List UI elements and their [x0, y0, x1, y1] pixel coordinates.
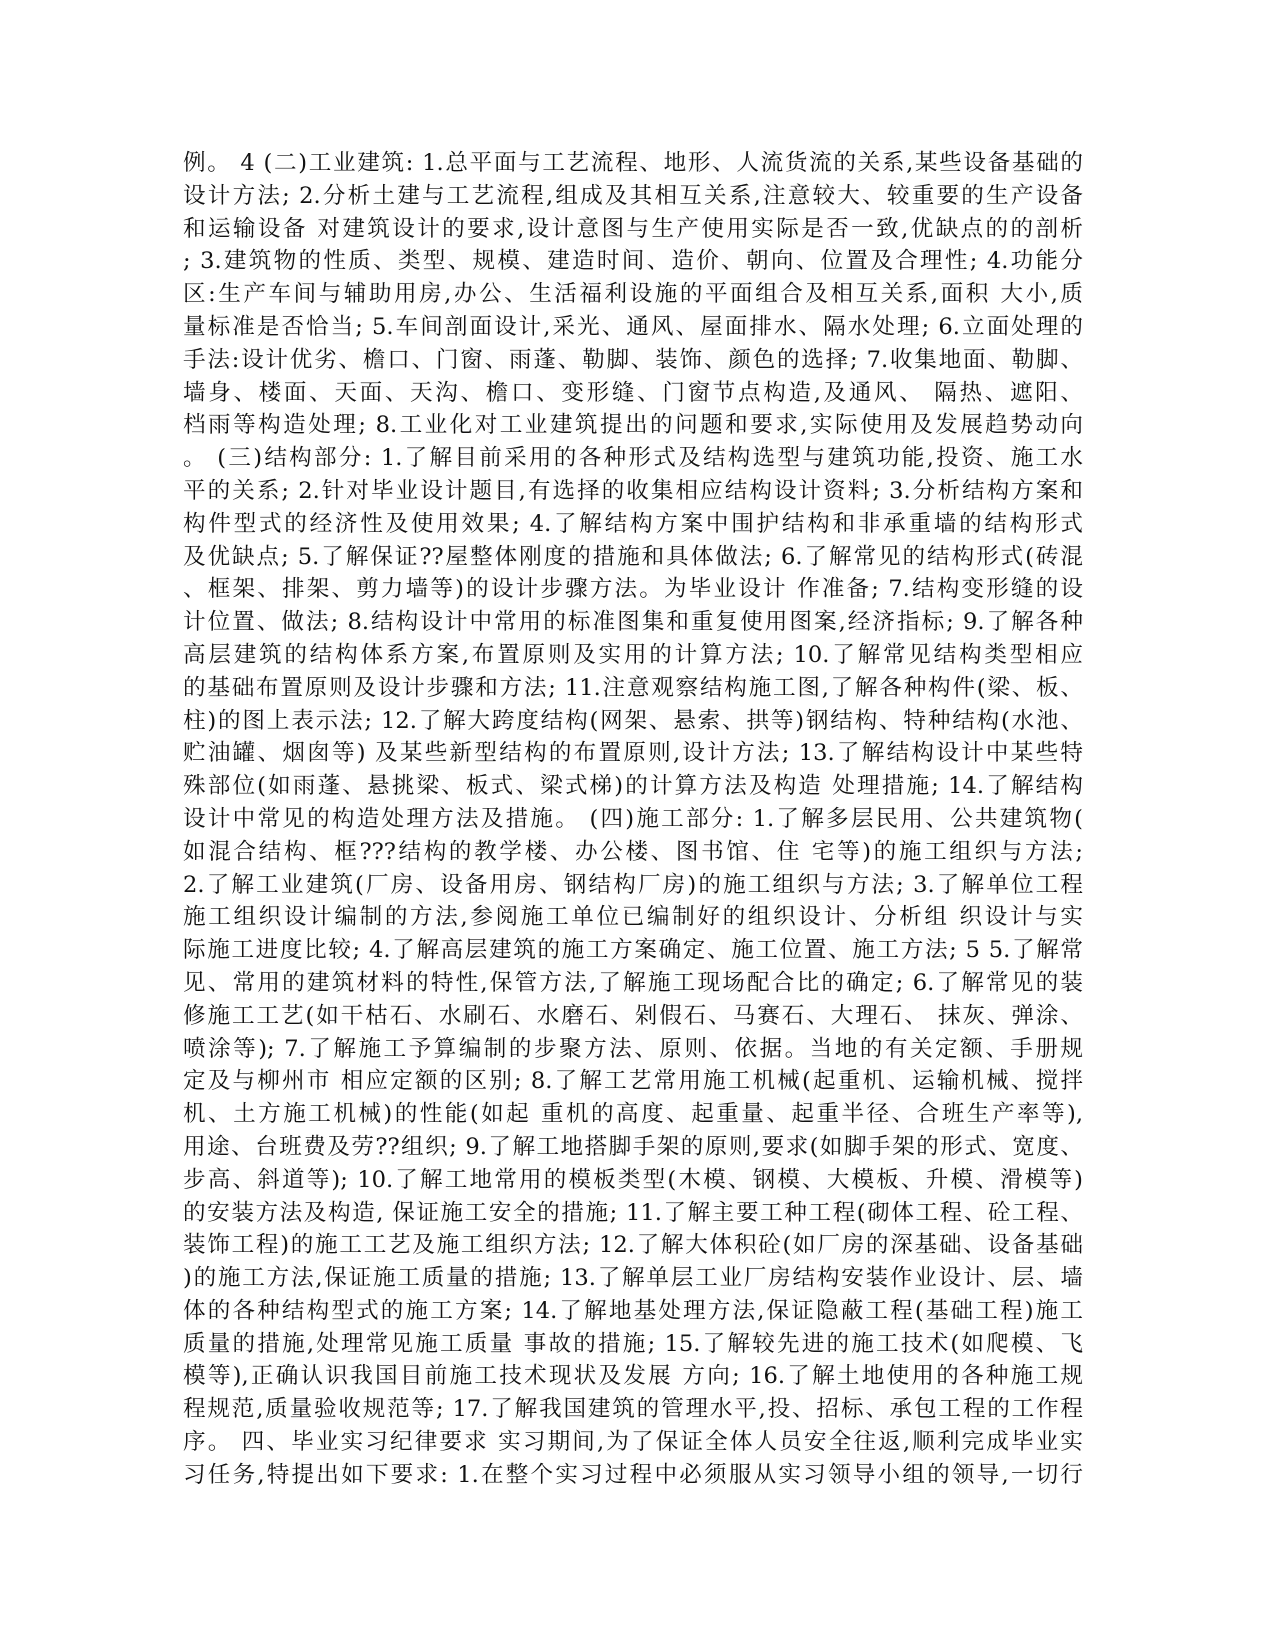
- text-line: 的安装方法及构造, 保证施工安全的措施; 11.了解主要工种工程(砌体工程、砼工程、: [183, 1199, 1083, 1226]
- text-line: 的基础布置原则及设计步骤和方法; 11.注意观察结构施工图,了解各种构件(梁、板、: [183, 674, 1083, 701]
- text-line: 、框架、排架、剪力墙等)的设计步骤方法。为毕业设计 作准备; 7.结构变形缝的设: [183, 576, 1083, 603]
- text-line: 装饰工程)的施工工艺及施工组织方法; 12.了解大体积砼(如厂房的深基础、设备基础: [183, 1232, 1083, 1259]
- text-line: 殊部位(如雨蓬、悬挑梁、板式、梁式梯)的计算方法及构造 处理措施; 14.了解结构: [183, 773, 1083, 800]
- text-line: 柱)的图上表示法; 12.了解大跨度结构(网架、悬索、拱等)钢结构、特种结构(水池、: [183, 707, 1083, 734]
- body-text: [183, 147, 1083, 1492]
- text-line: 如混合结构、框???结构的教学楼、办公楼、图书馆、住 宅等)的施工组织与方法;: [183, 838, 1083, 865]
- text-line: 体的各种结构型式的施工方案; 14.了解地基处理方法,保证隐蔽工程(基础工程)施工: [183, 1297, 1083, 1324]
- text-line: 贮油罐、烟囱等) 及某些新型结构的布置原则,设计方法; 13.了解结构设计中某些特: [183, 740, 1083, 767]
- text-line: 墙身、楼面、天面、天沟、檐口、变形缝、门窗节点构造,及通风、 隔热、遮阳、: [183, 379, 1083, 406]
- text-line: 定及与柳州市 相应定额的区别; 8.了解工艺常用施工机械(起重机、运输机械、搅拌: [183, 1068, 1083, 1095]
- text-line: 及优缺点; 5.了解保证??屋整体刚度的措施和具体做法; 6.了解常见的结构形式(砖混: [183, 543, 1083, 570]
- text-line: 机、土方施工机械)的性能(如起 重机的高度、起重量、起重半径、合班生产率等),: [183, 1101, 1083, 1128]
- text-line: 区:生产车间与辅助用房,办公、生活福利设施的平面组合及相互关系,面积 大小,质: [183, 281, 1083, 308]
- text-line: 构件型式的经济性及使用效果; 4.了解结构方案中围护结构和非承重墙的结构形式: [183, 510, 1083, 537]
- text-line: 设计中常见的构造处理方法及措施。 (四)施工部分: 1.了解多层民用、公共建筑物(: [183, 805, 1083, 832]
- text-line: 例。 4 (二)工业建筑: 1.总平面与工艺流程、地形、人流货流的关系,某些设备基础的: [183, 150, 1083, 176]
- text-line: 量标准是否恰当; 5.车间剖面设计,采光、通风、屋面排水、隔水处理; 6.立面处理的: [183, 313, 1083, 340]
- text-line: 步高、斜道等); 10.了解工地常用的模板类型(木模、钢模、大模板、升模、滑模等): [183, 1166, 1083, 1193]
- text-line: 。 (三)结构部分: 1.了解目前采用的各种形式及结构选型与建筑功能,投资、施工水: [183, 445, 1083, 472]
- text-line: 用途、台班费及劳??组织; 9.了解工地搭脚手架的原则,要求(如脚手架的形式、宽度、: [183, 1133, 1083, 1160]
- text-line: 施工组织设计编制的方法,参阅施工单位已编制好的组织设计、分析组 织设计与实: [183, 904, 1083, 931]
- text-line: 档雨等构造处理; 8.工业化对工业建筑提出的问题和要求,实际使用及发展趋势动向: [183, 412, 1083, 439]
- text-line: 2.了解工业建筑(厂房、设备用房、钢结构厂房)的施工组织与方法; 3.了解单位工程: [183, 871, 1083, 898]
- text-line: 习任务,特提出如下要求: 1.在整个实习过程中必须服从实习领导小组的领导,一切行: [183, 1461, 1083, 1488]
- text-line: 手法:设计优劣、檐口、门窗、雨蓬、勒脚、装饰、颜色的选择; 7.收集地面、勒脚、: [183, 346, 1083, 373]
- text-line: 设计方法; 2.分析土建与工艺流程,组成及其相互关系,注意较大、较重要的生产设备: [183, 182, 1083, 209]
- text-line: 和运输设备 对建筑设计的要求,设计意图与生产使用实际是否一致,优缺点的的剖析: [183, 215, 1083, 242]
- text-line: 高层建筑的结构体系方案,布置原则及实用的计算方法; 10.了解常见结构类型相应: [183, 641, 1083, 668]
- text-line: 喷涂等); 7.了解施工予算编制的步聚方法、原则、依据。当地的有关定额、手册规: [183, 1035, 1083, 1062]
- text-line: )的施工方法,保证施工质量的措施; 13.了解单层工业厂房结构安装作业设计、层、墙: [183, 1265, 1083, 1292]
- text-line: ; 3.建筑物的性质、类型、规模、建造时间、造价、朝向、位置及合理性; 4.功能分: [183, 248, 1083, 275]
- text-line: 修施工工艺(如干枯石、水刷石、水磨石、剁假石、马赛石、大理石、 抹灰、弹涂、: [183, 1002, 1083, 1029]
- text-line: 见、常用的建筑材料的特性,保管方法,了解施工现场配合比的确定; 6.了解常见的装: [183, 969, 1083, 996]
- text-line: 序。 四、毕业实习纪律要求 实习期间,为了保证全体人员安全往返,顺利完成毕业实: [183, 1429, 1083, 1456]
- text-line: 际施工进度比较; 4.了解高层建筑的施工方案确定、施工位置、施工方法; 5 5.了解常: [183, 937, 1083, 964]
- text-line: 模等),正确认识我国目前施工技术现状及发展 方向; 16.了解土地使用的各种施工规: [183, 1363, 1083, 1390]
- text-line: 计位置、做法; 8.结构设计中常用的标准图集和重复使用图案,经济指标; 9.了解各种: [183, 609, 1083, 636]
- text-line: 平的关系; 2.针对毕业设计题目,有选择的收集相应结构设计资料; 3.分析结构方案和: [183, 477, 1083, 504]
- text-line: 程规范,质量验收规范等; 17.了解我国建筑的管理水平,投、招标、承包工程的工作程: [183, 1396, 1083, 1423]
- text-line: 质量的措施,处理常见施工质量 事故的措施; 15.了解较先进的施工技术(如爬模、飞: [183, 1330, 1083, 1357]
